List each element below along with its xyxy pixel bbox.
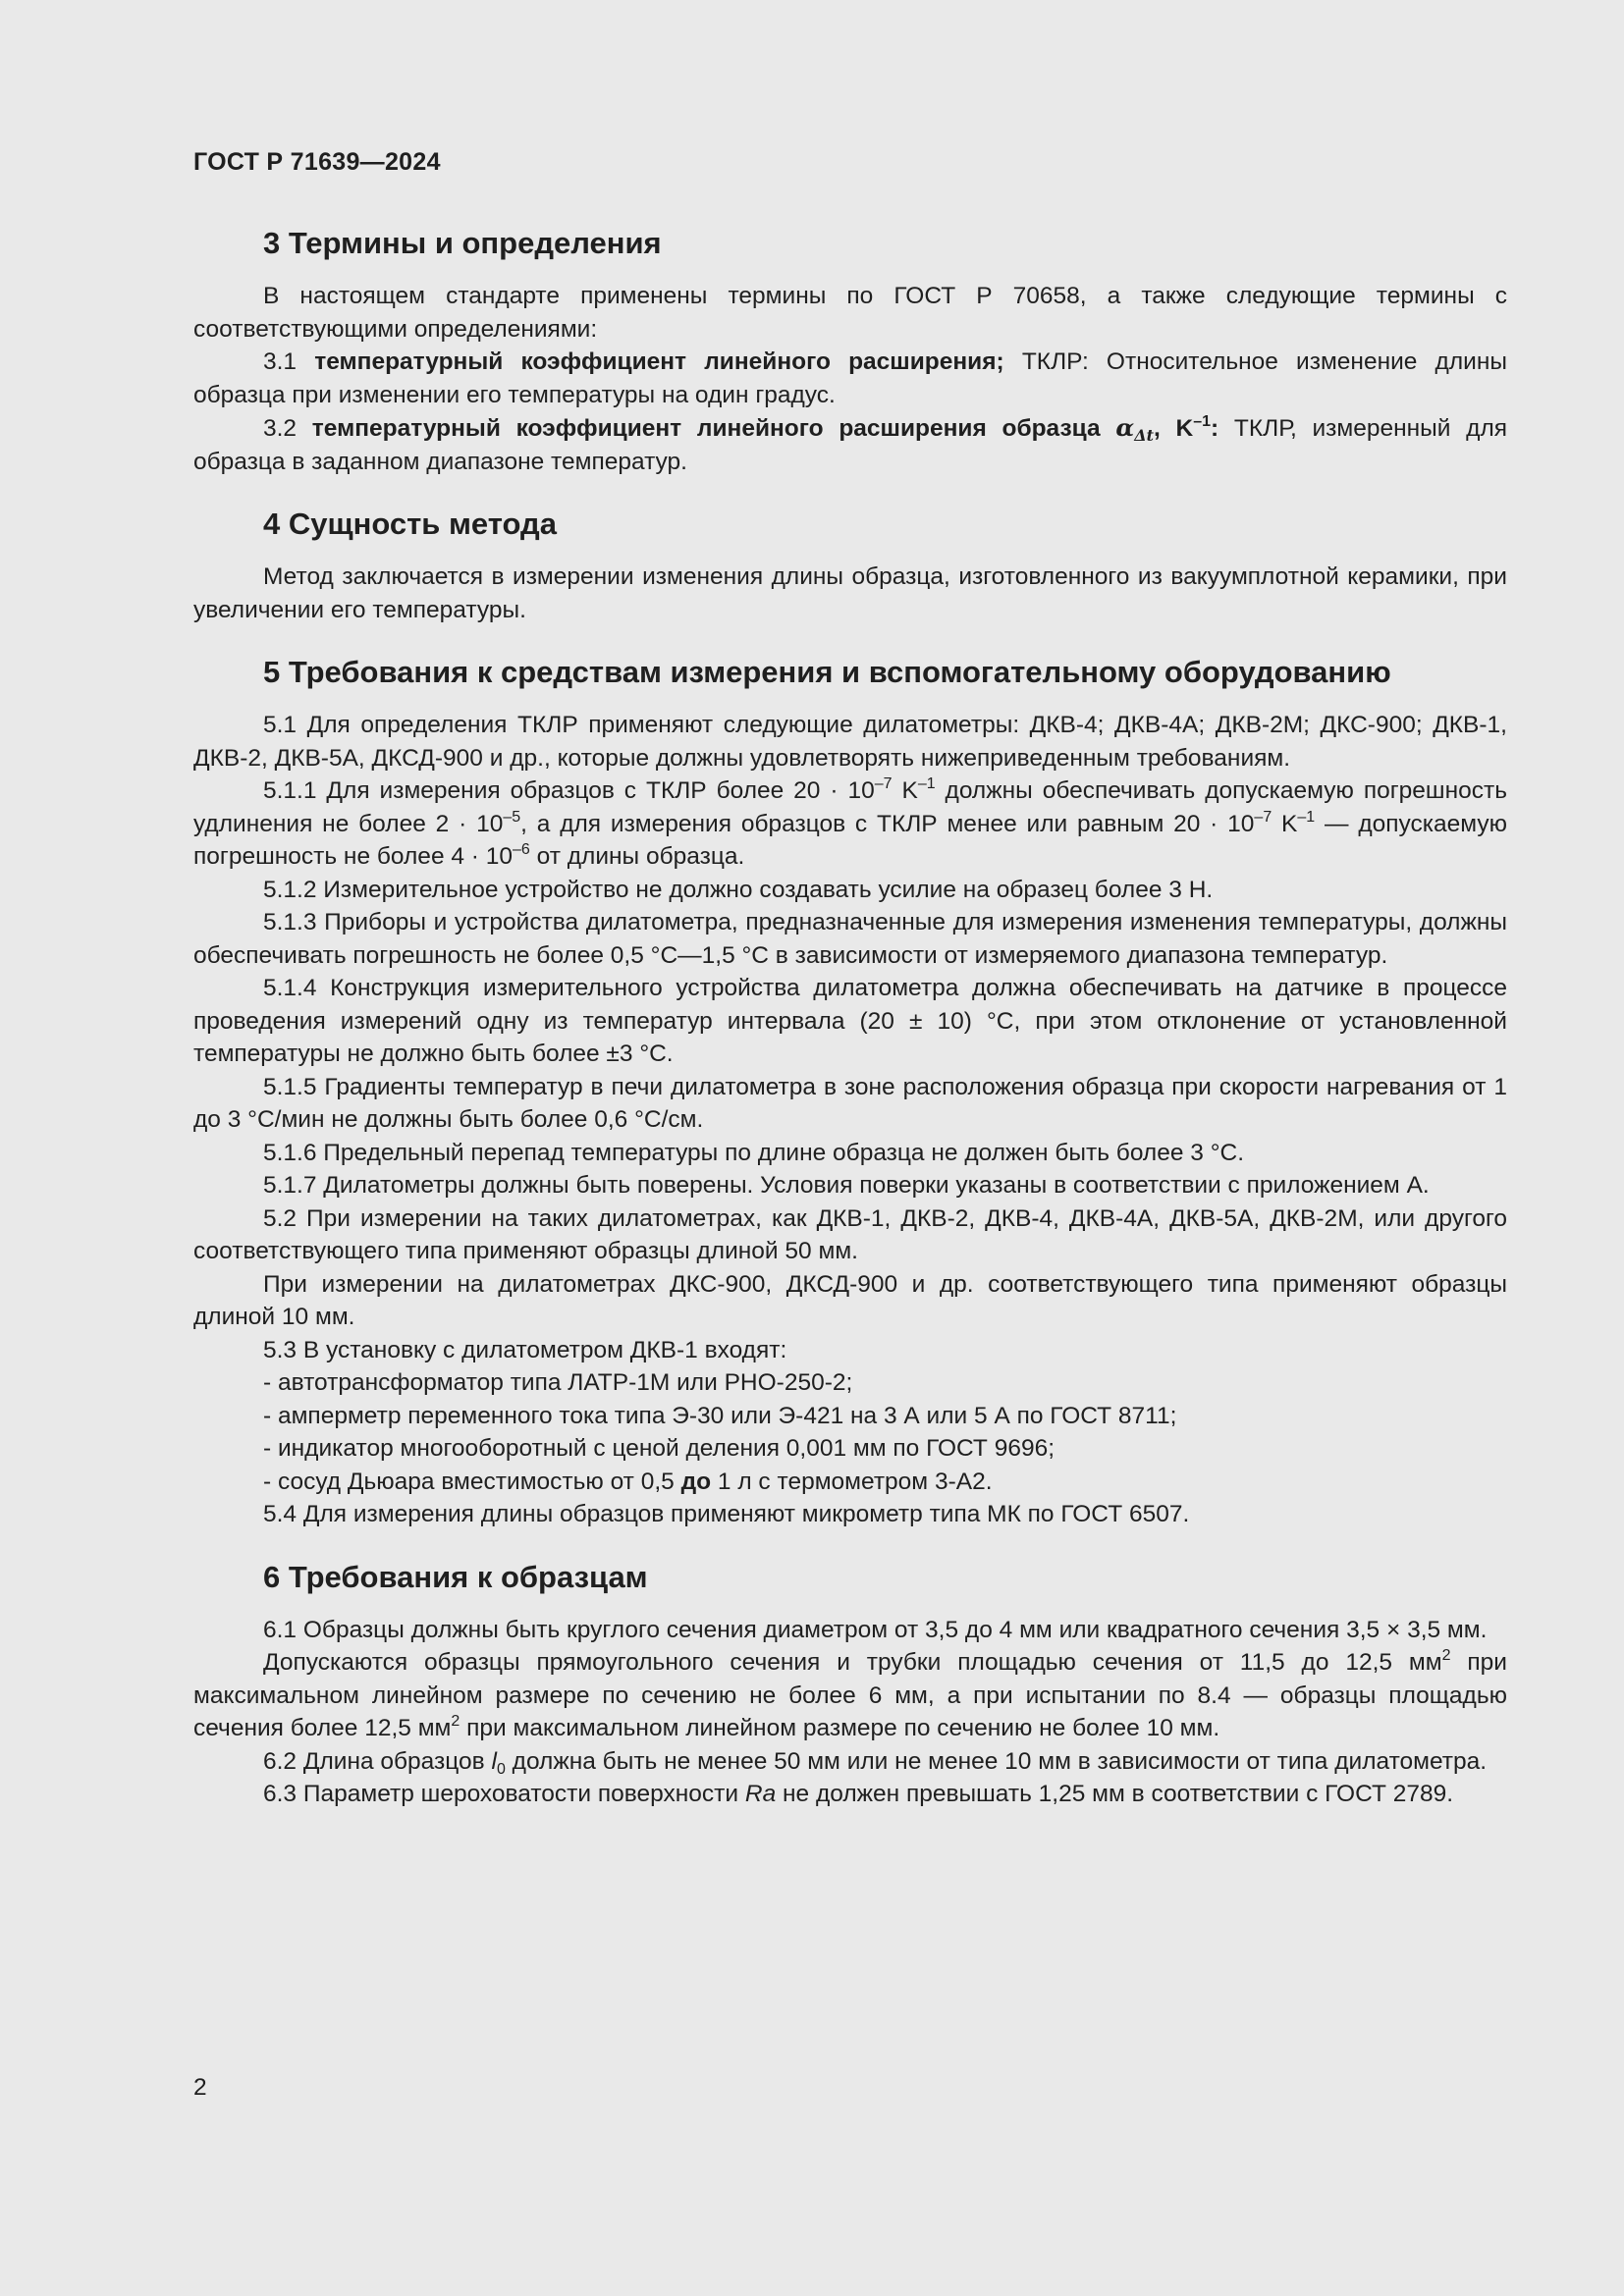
- clause-5-2-note: При измерении на дилатометрах ДКС-900, ДКСД-900 и др. соответствующего типа применяют образцы длиной 10 мм.: [193, 1270, 1507, 1330]
- section-4-heading: 4 Сущность метода: [263, 507, 557, 541]
- clause-5-1: 5.1 Для определения ТКЛР применяют следующие дилатометры: ДКВ-4; ДКВ-4А; ДКВ-2М; ДКС-900; ДКВ-1, ДКВ-2, ДКВ-5А, ДКСД-900 и др., которые должны удовлетворять нижеприведенным требованиям.: [193, 712, 1507, 772]
- clause-5-1-4: 5.1.4 Конструкция измерительного устройства дилатометра должна обеспечивать на датчике в процессе проведения измерений одну из температур интервала (20 ± 10) °С, при этом отклонение от установленной температуры не должно быть более ±3 °С.: [193, 975, 1507, 1067]
- clause-5-1-3: 5.1.3 Приборы и устройства дилатометра, предназначенные для измерения изменения температуры, должны обеспечивать погрешность не более 0,5 °С—1,5 °С в зависимости от измеряемого диапазона температур.: [193, 909, 1507, 969]
- clause-6-3: 6.3 Параметр шероховатости поверхности Ra не должен превышать 1,25 мм в соответствии с ГОСТ 2789.: [263, 1781, 1454, 1807]
- equipment-list-item: - амперметр переменного тока типа Э-30 или Э-421 на 3 А или 5 А по ГОСТ 8711;: [263, 1402, 1177, 1429]
- clause-5-1-1: 5.1.1 Для измерения образцов с ТКЛР более $20 \cdot 10^{-7}$ $K^{-1}$ должны обеспечивать допускаемую погрешность удлинения не более $2 \cdot 10^{-5}$, а для измерения образцов с ТКЛР менее или равным $20 \cdot 10^{-7}$ $K^{-1}$ — допускаемую погрешность не более $4 \cdot 10^{-6}$ от длины образца.: [193, 775, 1507, 870]
- clause-5-1-5: 5.1.5 Градиенты температур в печи дилатометра в зоне расположения образца при скорости нагревания от 1 до 3 °С/мин не должны быть более 0,6 °С/см.: [193, 1073, 1507, 1133]
- clause-5-3: 5.3 В установку с дилатометром ДКВ-1 входят:: [263, 1336, 787, 1363]
- document-body: [193, 222, 1507, 1811]
- clause-5-1-6: 5.1.6 Предельный перепад температуры по длине образца не должен быть более 3 °С.: [263, 1139, 1244, 1166]
- section-3-heading: 3 Термины и определения: [263, 226, 662, 260]
- section-4-paragraph: Метод заключается в измерении изменения длины образца, изготовленного из вакуумплотной керамики, при увеличении его температуры.: [193, 563, 1507, 623]
- clause-5-4: 5.4 Для измерения длины образцов применяют микрометр типа МК по ГОСТ 6507.: [263, 1501, 1190, 1527]
- alpha-symbol: $\alpha_{\Delta t}$: [1115, 413, 1155, 445]
- section-5-heading: 5 Требования к средствам измерения и вспомогательному оборудованию: [263, 655, 1391, 689]
- equipment-list-item: - сосуд Дьюара вместимостью от 0,5 до 1 л с термометром 3-А2.: [263, 1468, 993, 1495]
- equipment-list-item: - автотрансформатор типа ЛАТР-1М или РНО-250-2;: [263, 1369, 853, 1396]
- page-number: 2: [193, 2074, 207, 2101]
- equipment-list-item: - индикатор многооборотный с ценой деления 0,001 мм по ГОСТ 9696;: [263, 1435, 1056, 1462]
- document-header: ГОСТ Р 71639—2024: [193, 148, 441, 176]
- term-3-2: 3.2 температурный коэффициент линейного расширения образца $\alpha_{\Delta t}$, $K^{-1}$: ТКЛР, измеренный для образца в заданном диапазоне температур.: [193, 413, 1508, 475]
- clause-5-1-2: 5.1.2 Измерительное устройство не должно создавать усилие на образец более 3 Н.: [263, 876, 1214, 903]
- clause-6-1: 6.1 Образцы должны быть круглого сечения диаметром от 3,5 до 4 мм или квадратного сечения 3,5 × 3,5 мм.: [263, 1616, 1488, 1643]
- section-6-heading: 6 Требования к образцам: [263, 1559, 648, 1594]
- clause-5-2: 5.2 При измерении на таких дилатометрах, как ДКВ-1, ДКВ-2, ДКВ-4, ДКВ-4А, ДКВ-5А, ДКВ-2М, или другого соответствующего типа применяют образцы длиной 50 мм.: [193, 1204, 1507, 1264]
- term-3-1: 3.1 температурный коэффициент линейного расширения; ТКЛР: Относительное изменение длины образца при изменении его температуры на один градус.: [193, 348, 1507, 408]
- clause-6-1-note: Допускаются образцы прямоугольного сечения и трубки площадью сечения от 11,5 до 12,5 $мм^2$ при максимальном линейном размере по сечению не более 6 мм, а при испытании по 8.4 — образцы площадью сечения более 12,5 $мм^2$ при максимальном линейном размере по сечению не более 10 мм.: [193, 1647, 1507, 1741]
- section-3-intro: В настоящем стандарте применены термины по ГОСТ Р 70658, а также следующие термины с соответствующими определениями:: [193, 283, 1507, 343]
- clause-6-2: 6.2 Длина образцов $l_0$ должна быть не менее 50 мм или не менее 10 мм в зависимости от типа дилатометра.: [263, 1747, 1488, 1778]
- clause-5-1-7: 5.1.7 Дилатометры должны быть поверены. Условия поверки указаны в соответствии с приложением А.: [263, 1172, 1430, 1199]
